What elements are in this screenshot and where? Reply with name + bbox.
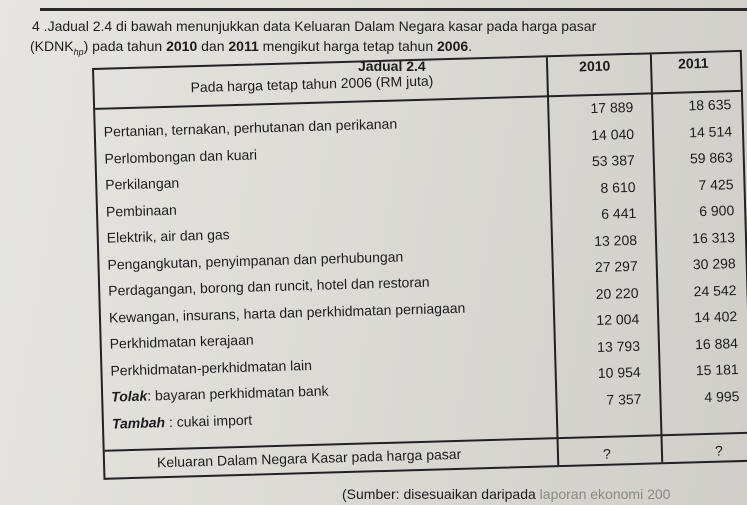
source-note: [342, 486, 670, 502]
source-text: (Sumber: disesuaikan daripada: [342, 486, 536, 502]
header-year-2011: 2011: [677, 54, 709, 72]
row-label-text: Perdagangan, borong dan runcit, hotel dan restoran: [107, 273, 430, 299]
row-label-text: : cukai import: [164, 411, 253, 430]
row-value-2010: 8 610: [600, 178, 636, 196]
row-value-2011: 14 514: [688, 122, 733, 140]
row-value-2011: 18 635: [688, 96, 732, 114]
row-label-text: Elektrik, air dan gas: [106, 226, 230, 246]
row-value-2011: 6 900: [698, 202, 735, 220]
row-value-2010: 6 441: [601, 204, 637, 222]
row-value-2011: 15 181: [695, 361, 739, 379]
row-value-2010: 10 954: [597, 363, 641, 381]
row-value-2010: 27 297: [594, 257, 638, 276]
row-value-2011: 14 402: [694, 308, 738, 326]
row-value-2011: 4 995: [704, 387, 740, 405]
data-table: [92, 50, 747, 480]
row-label-text: Kewangan, insurans, harta dan perkhidmatan perniagaan: [108, 299, 466, 326]
total-2010: ?: [602, 445, 611, 462]
row-label: [111, 383, 329, 405]
row-label: [105, 175, 179, 193]
row-label: [112, 411, 253, 431]
row-value-2010: 53 387: [591, 151, 636, 170]
row-label-prefix: Tambah: [111, 413, 166, 432]
row-label-text: Perlombongan dan kuari: [104, 145, 258, 167]
row-label: [107, 248, 403, 272]
row-label: [107, 226, 230, 245]
row-label-text: Perkilangan: [105, 174, 180, 193]
row-value-2010: 13 793: [596, 337, 641, 355]
header-label: Pada harga tetap tahun 2006 (RM juta): [190, 72, 434, 96]
table-caption: Jadual 2.4: [358, 58, 426, 74]
row-value-2010: 17 889: [590, 98, 634, 117]
question-line-2: $(KDNK_{hp})$ pada tahun 2010 dan 2011 mengikut harga tetap tahun 2006.: [30, 38, 473, 57]
row-label-text: Pengangkutan, penyimpanan dan perhubungan: [107, 247, 404, 273]
total-label: Keluaran Dalam Negara Kasar pada harga pasar: [156, 445, 462, 471]
row-label: [109, 332, 253, 352]
row-label-text: Pembinaan: [105, 201, 178, 220]
column-divider-2010: [546, 57, 559, 465]
top-rule: [40, 8, 747, 11]
source-text-faded: laporan ekonomi 200: [535, 486, 671, 502]
row-label: [104, 146, 257, 166]
question-line-1: 4 .Jadual 2.4 di bawah menunjukkan data Keluaran Dalam Negara kasar pada harga pasar: [32, 18, 597, 34]
row-value-2010: 7 357: [606, 390, 642, 408]
row-label-text: Perkhidmatan kerajaan: [109, 331, 254, 352]
row-label-prefix: Tolak: [110, 387, 148, 405]
row-label-text: Perkhidmatan-perkhidmatan lain: [110, 356, 313, 379]
row-label: [108, 274, 430, 299]
total-2011: ?: [714, 442, 723, 459]
row-value-2010: 13 208: [593, 231, 638, 249]
row-value-2010: 12 004: [596, 310, 640, 329]
row-value-2010: 14 040: [591, 125, 635, 143]
row-value-2010: 20 220: [595, 284, 639, 302]
row-value-2011: 16 313: [691, 228, 736, 246]
row-label: [106, 201, 177, 219]
row-label-text: Pertanian, ternakan, perhutanan dan perikanan: [103, 115, 398, 140]
header-year-2010: 2010: [578, 57, 611, 75]
row-label: [109, 299, 466, 325]
row-value-2011: 30 298: [692, 255, 736, 273]
row-value-2011: 16 884: [694, 334, 739, 352]
row-value-2011: 59 863: [689, 149, 733, 167]
row-value-2011: 7 425: [698, 175, 734, 193]
row-label: [110, 356, 312, 378]
row-value-2011: 24 542: [693, 281, 737, 299]
row-label-text: : bayaran perkhidmatan bank: [146, 382, 329, 404]
row-label: [104, 116, 398, 140]
